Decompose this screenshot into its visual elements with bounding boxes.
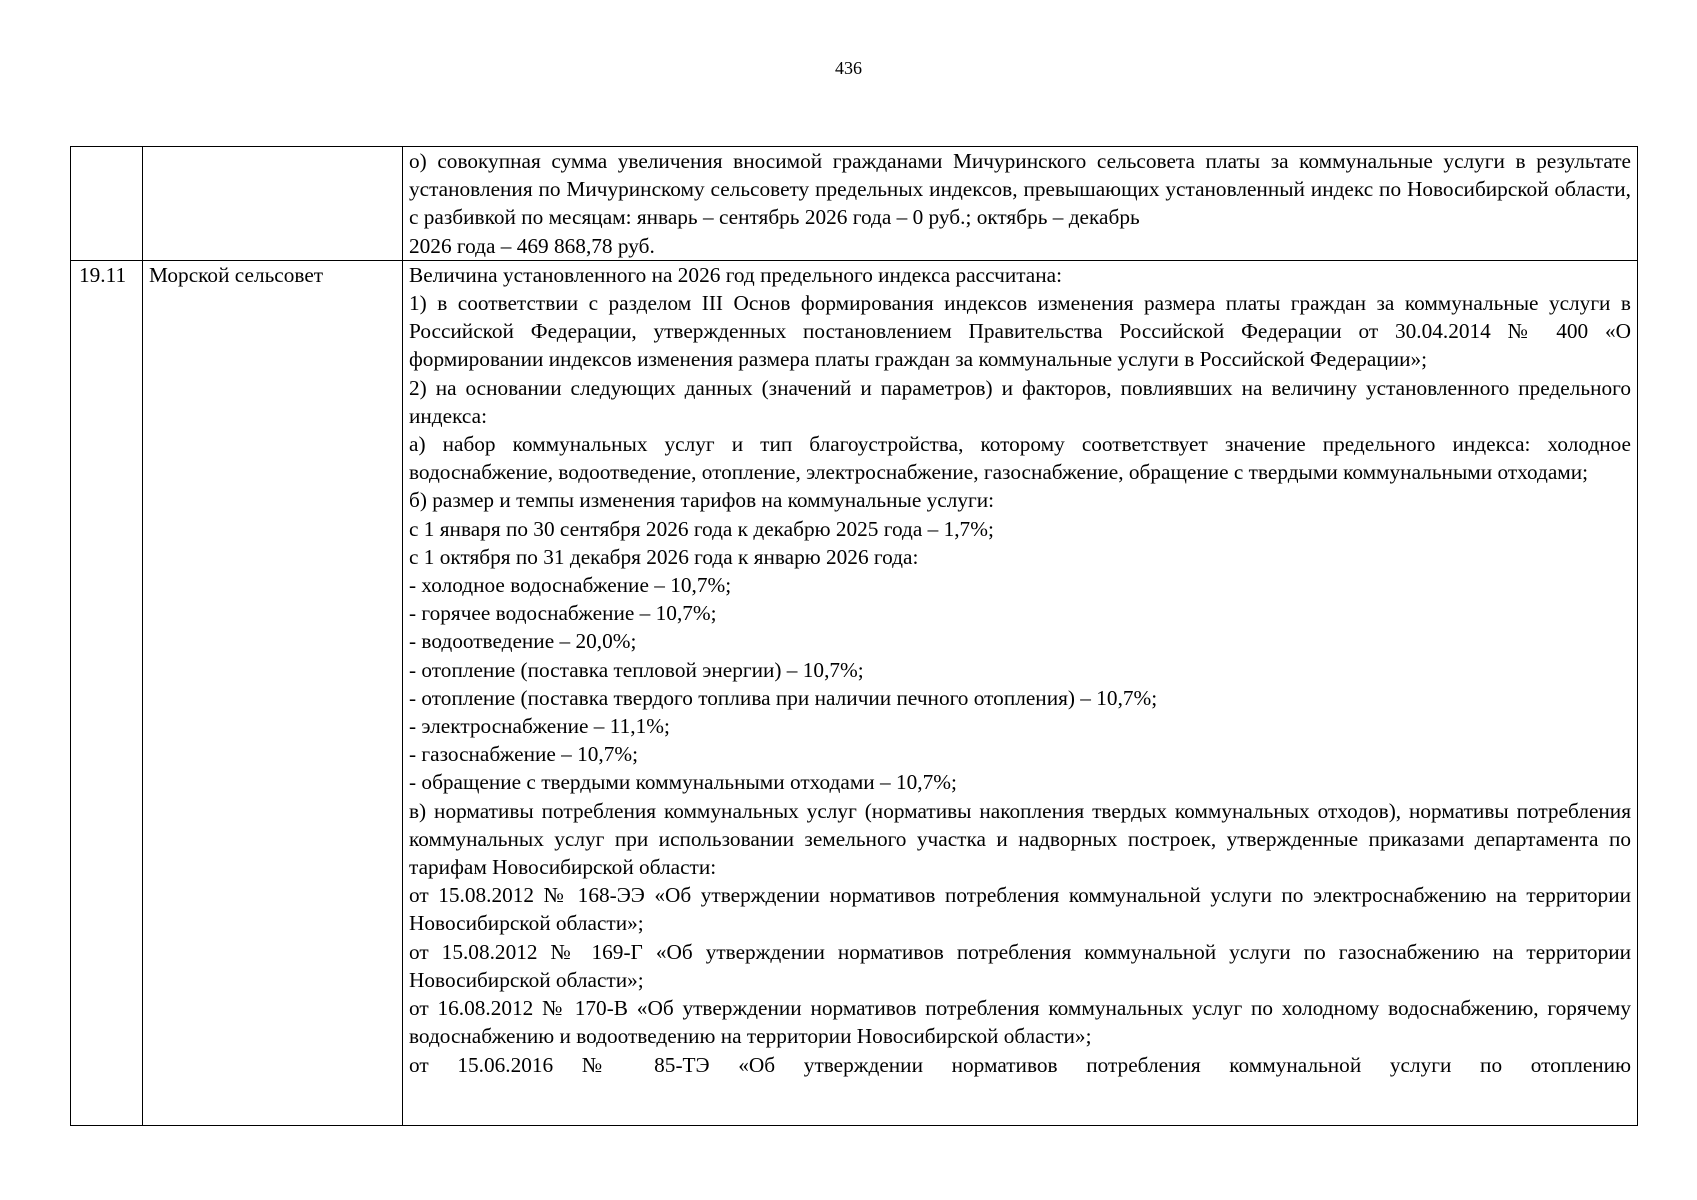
paragraph: от 16.08.2012 № 170-В «Об утверждении нормативов потребления коммунальных услуг по холодному водоснабжению, горячему водоснабжению и водоотведению на территории Новосибирской области»; [409, 996, 1631, 1049]
paragraph: в) нормативы потребления коммунальных услуг (нормативы накопления твердых коммунальных отходов), нормативы потребления коммунальных услуг при использовании земельного участка и надворных построек, утвержденные приказами департамента по тарифам Новосибирской области: [409, 798, 1631, 880]
paragraph: о) совокупная сумма увеличения вносимой гражданами Мичуринского сельсовета платы за коммунальные услуги в результате установления по Мичуринскому сельсовету предельных индексов, превышающих установленный индекс по Новосибирской области, с разбивкой по месяцам: январь – сентябрь 2026 года – 0 руб.; октябрь – декабрь [409, 149, 1631, 230]
paragraph: б) размер и темпы изменения тарифов на коммунальные услуги: [409, 488, 995, 513]
list-item: - водоотведение – 20,0%; [409, 629, 637, 654]
paragraph: от 15.06.2016 № 85-ТЭ «Об утверждении нормативов потребления коммунальной услуги по отоплению [409, 1052, 1631, 1077]
paragraph: а) набор коммунальных услуг и тип благоустройства, которому соответствует значение предельного индекса: холодное водоснабжение, водоотведение, отопление, электроснабжение, газоснабжение, обращение с твердыми коммунальными отходами; [409, 432, 1631, 485]
list-item: - обращение с твердыми коммунальными отходами – 10,7%; [409, 770, 957, 795]
description-cell [403, 147, 1638, 261]
municipality-cell [143, 147, 403, 261]
paragraph: 2) на основании следующих данных (значений и параметров) и факторов, повлиявших на величину установленного предельного индекса: [409, 375, 1631, 428]
list-item: - газоснабжение – 10,7%; [409, 742, 639, 767]
table-row [71, 260, 1638, 1125]
paragraph: с 1 января по 30 сентября 2026 года к декабрю 2025 года – 1,7%; [409, 516, 994, 541]
paragraph: 2026 года – 469 868,78 руб. [409, 233, 655, 258]
list-item: - горячее водоснабжение – 10,7%; [409, 601, 717, 626]
paragraph: 1) в соответствии с разделом III Основ формирования индексов изменения размера платы граждан за коммунальные услуги в Российской Федерации, утвержденных постановлением Правительства Российской Федерации от 30.04.2014 № 400 «О формировании индексов изменения размера платы граждан за коммунальные услуги в Российской Федерации»; [409, 291, 1631, 372]
page-number: 436 [835, 58, 862, 78]
description-cell [403, 260, 1638, 1125]
paragraph: Величина установленного на 2026 год предельного индекса рассчитана: [409, 262, 1063, 287]
list-item: - отопление (поставка тепловой энергии) – 10,7%; [409, 657, 864, 682]
paragraph: от 15.08.2012 № 169-Г «Об утверждении нормативов потребления коммунальной услуги по газоснабжению на территории Новосибирской области»; [409, 939, 1631, 992]
paragraph: от 15.08.2012 № 168-ЭЭ «Об утверждении нормативов потребления коммунальной услуги по электроснабжению на территории Новосибирской области»; [409, 883, 1631, 936]
list-item: - электроснабжение – 11,1%; [409, 714, 670, 739]
paragraph: с 1 октября по 31 декабря 2026 года к январю 2026 года: [409, 544, 919, 569]
municipality-cell: Морской сельсовет [143, 260, 403, 1125]
row-number-cell [71, 147, 143, 261]
list-item: - отопление (поставка твердого топлива при наличии печного отопления) – 10,7%; [409, 685, 1158, 710]
document-table [70, 146, 1638, 1126]
table-row [71, 147, 1638, 261]
list-item: - холодное водоснабжение – 10,7%; [409, 573, 732, 598]
row-number-cell: 19.11 [71, 260, 143, 1125]
